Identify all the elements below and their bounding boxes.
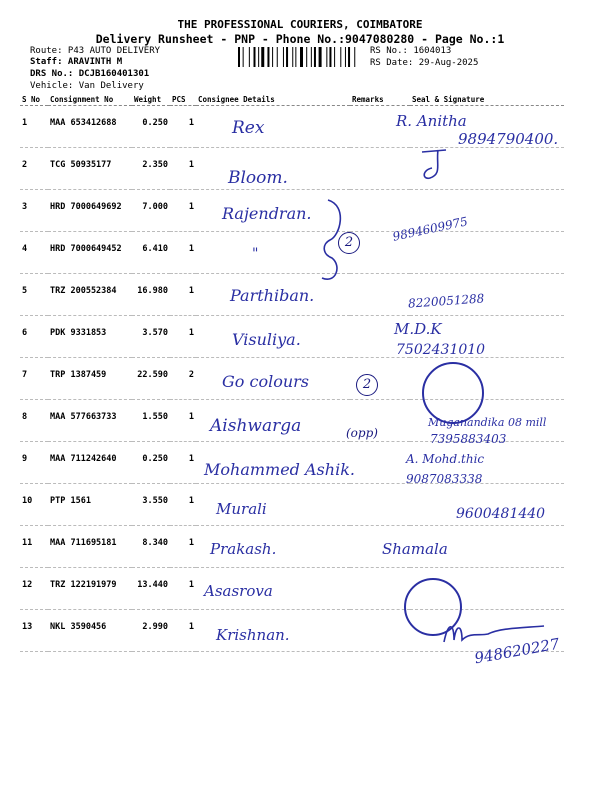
staff-label: Staff: ARAVINTH M — [30, 57, 123, 67]
table-row — [20, 148, 564, 190]
remarks-cell — [350, 568, 410, 610]
pcs-value: 1 — [170, 442, 196, 484]
company-title: THE PROFESSIONAL COURIERS, COIMBATORE — [177, 18, 423, 31]
weight-value: 22.590 — [132, 358, 170, 400]
handwritten-name: Krishnan. — [216, 626, 290, 644]
consignee-cell — [196, 106, 350, 148]
col-weight: Weight — [132, 94, 170, 106]
barcode-bar — [295, 47, 296, 67]
handwritten-name: Rajendran. — [222, 204, 312, 223]
table-header-row — [20, 94, 564, 106]
barcode-bar — [272, 47, 273, 67]
phone-number: 8220051288 — [407, 291, 485, 311]
phone-number: 948620227 — [473, 634, 561, 668]
row-sno: 13 — [20, 610, 48, 652]
consignment-number: TRZ 122191979 — [48, 568, 132, 610]
consignment-number: HRD 7000649452 — [48, 232, 132, 274]
pcs-value: 1 — [170, 316, 196, 358]
table-row — [20, 232, 564, 274]
signature-scribble — [416, 144, 456, 184]
vehicle-label: Vehicle: Van Delivery — [30, 81, 144, 91]
row-sno: 1 — [20, 106, 48, 148]
barcode-bar — [283, 47, 284, 67]
signature: A. Mohd.thic — [406, 452, 485, 466]
ditto-mark: " — [252, 246, 259, 262]
consignment-number: PTP 1561 — [48, 484, 132, 526]
weight-value: 6.410 — [132, 232, 170, 274]
barcode-bar — [340, 47, 341, 67]
signature: Shamala — [382, 540, 448, 558]
barcode-bar — [261, 47, 264, 67]
barcode-bar — [258, 47, 259, 67]
phone-number: 9600481440 — [456, 506, 546, 522]
barcode-bar — [277, 47, 278, 67]
row-sno: 5 — [20, 274, 48, 316]
col-consignment: Consignment No — [48, 94, 132, 106]
remarks-cell — [350, 610, 410, 652]
consignment-number: MAA 653412688 — [48, 106, 132, 148]
barcode-bar — [249, 47, 250, 67]
handwritten-name: Go colours — [222, 372, 310, 391]
remarks-cell — [350, 442, 410, 484]
weight-value: 3.570 — [132, 316, 170, 358]
remarks-cell — [350, 484, 410, 526]
col-pcs: PCS — [170, 94, 196, 106]
barcode-bar — [254, 47, 256, 67]
row-sno: 11 — [20, 526, 48, 568]
pcs-value: 1 — [170, 526, 196, 568]
weight-value: 8.340 — [132, 526, 170, 568]
barcode-bar — [354, 47, 355, 67]
phone-number: 9894790400. — [458, 130, 559, 148]
pcs-value: 1 — [170, 484, 196, 526]
weight-value: 0.250 — [132, 106, 170, 148]
barcode-bar — [345, 47, 346, 67]
signature-cell — [410, 232, 564, 274]
pcs-value: 1 — [170, 148, 196, 190]
row-sno: 6 — [20, 316, 48, 358]
handwritten-name: Aishwarga — [210, 416, 302, 436]
consignment-number: TRP 1387459 — [48, 358, 132, 400]
barcode-bar — [300, 47, 303, 67]
circled-number: 2 — [356, 374, 378, 396]
consignment-number: HRD 7000649692 — [48, 190, 132, 232]
handwritten-name: Visuliya. — [232, 330, 301, 349]
pcs-value: 2 — [170, 358, 196, 400]
col-remarks: Remarks — [350, 94, 410, 106]
phone-number: 7395883403 — [430, 432, 507, 446]
circled-number: 2 — [338, 232, 360, 254]
pcs-value: 1 — [170, 400, 196, 442]
row-sno: 8 — [20, 400, 48, 442]
consignment-number: PDK 9331853 — [48, 316, 132, 358]
signature: M.D.K — [394, 320, 442, 338]
barcode-bar — [348, 47, 350, 67]
weight-value: 1.550 — [132, 400, 170, 442]
col-sno: S No — [20, 94, 48, 106]
row-sno: 4 — [20, 232, 48, 274]
remarks-cell — [350, 148, 410, 190]
consignment-number: MAA 577663733 — [48, 400, 132, 442]
weight-value: 3.550 — [132, 484, 170, 526]
signature: Muganandika 08 mill — [428, 416, 547, 429]
phone-number: 9894609975 — [391, 214, 469, 244]
consignment-number: MAA 711242640 — [48, 442, 132, 484]
pcs-value: 1 — [170, 568, 196, 610]
weight-value: 16.980 — [132, 274, 170, 316]
runsheet-subtitle: Delivery Runsheet - PNP - Phone No.:9047080280 - Page No.:1 — [95, 32, 505, 46]
phone-number: 9087083338 — [406, 472, 483, 486]
col-signature: Seal & Signature — [410, 94, 564, 106]
row-sno: 12 — [20, 568, 48, 610]
signature: R. Anitha — [396, 112, 467, 130]
row-sno: 2 — [20, 148, 48, 190]
route-label: Route: P43 AUTO DELIVERY — [30, 46, 161, 56]
consignment-number: TCG 50935177 — [48, 148, 132, 190]
consignment-number: NKL 3590456 — [48, 610, 132, 652]
row-sno: 7 — [20, 358, 48, 400]
barcode-bar — [311, 47, 312, 67]
barcode-bar — [286, 47, 288, 67]
opp-note: (opp) — [346, 426, 378, 440]
weight-value: 7.000 — [132, 190, 170, 232]
barcode-bar — [292, 47, 293, 67]
pcs-value: 1 — [170, 232, 196, 274]
weight-value: 2.990 — [132, 610, 170, 652]
pcs-value: 1 — [170, 610, 196, 652]
handwritten-name: Prakash. — [210, 540, 277, 558]
barcode-bar — [243, 47, 244, 67]
barcode-bar — [306, 47, 307, 67]
handwritten-name: Murali — [216, 500, 267, 518]
pcs-value: 1 — [170, 274, 196, 316]
row-sno: 9 — [20, 442, 48, 484]
consignment-number: MAA 711695181 — [48, 526, 132, 568]
pcs-value: 1 — [170, 190, 196, 232]
barcode-bar — [238, 47, 240, 67]
barcode-bar — [319, 47, 322, 67]
pcs-value: 1 — [170, 106, 196, 148]
handwritten-name: Bloom. — [228, 168, 288, 188]
barcode-bar — [326, 47, 327, 67]
handwritten-name: Rex — [232, 118, 265, 138]
handwritten-name: Parthiban. — [230, 286, 315, 305]
barcode-bar — [267, 47, 269, 67]
barcode-bar — [314, 47, 316, 67]
rs-number: RS No.: 1604013 — [370, 46, 452, 56]
barcode — [238, 47, 366, 67]
weight-value: 2.350 — [132, 148, 170, 190]
consignment-number: TRZ 200552384 — [48, 274, 132, 316]
weight-value: 13.440 — [132, 568, 170, 610]
weight-value: 0.250 — [132, 442, 170, 484]
handwritten-name: Mohammed Ashik. — [204, 460, 355, 479]
phone-number: 7502431010 — [396, 342, 486, 358]
barcode-bar — [329, 47, 331, 67]
barcode-bar — [334, 47, 335, 67]
handwritten-name: Asasrova — [204, 582, 273, 600]
company-seal — [422, 362, 484, 424]
table-row — [20, 526, 564, 568]
table-row — [20, 568, 564, 610]
row-sno: 3 — [20, 190, 48, 232]
rs-date: RS Date: 29-Aug-2025 — [370, 58, 479, 68]
drs-label: DRS No.: DCJB160401301 — [30, 69, 150, 79]
col-consignee: Consignee Details — [196, 94, 350, 106]
row-sno: 10 — [20, 484, 48, 526]
